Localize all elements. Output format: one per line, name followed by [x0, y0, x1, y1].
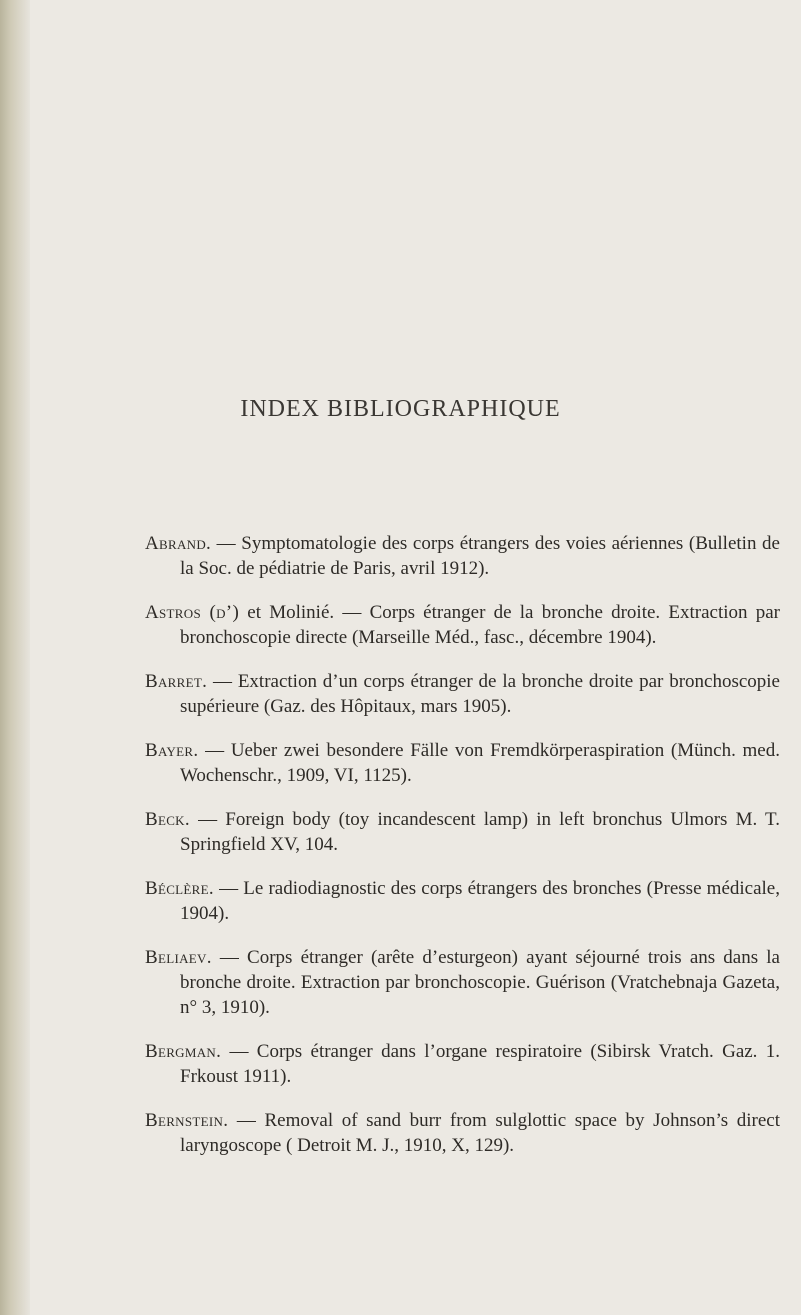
bibliography-entry — [145, 738, 780, 788]
entry-author: Bernstein. — [145, 1110, 229, 1131]
entry-author: Barret. — [145, 671, 208, 692]
entry-text: — Ueber zwei besondere Fälle von Fremdkörperaspiration (Münch. med. Wochenschr., 1909, VI, 1125). — [180, 740, 780, 786]
entry-author: Astros (d’) — [145, 602, 240, 623]
entry-author: Bergman. — [145, 1041, 222, 1062]
entry-text: — Le radiodiagnostic des corps étrangers des bronches (Presse médicale, 1904). — [180, 878, 780, 924]
page-title: INDEX BIBLIOGRAPHIQUE — [240, 396, 561, 422]
bibliography-entry — [145, 669, 780, 719]
bibliography-entry — [145, 876, 780, 926]
bibliography-entry — [145, 1039, 780, 1089]
bibliography-entry — [145, 945, 780, 1020]
bibliography-list — [145, 512, 780, 1167]
entry-text: et Molinié. — Corps étranger de la bronche droite. Extraction par bronchoscopie directe (Marseille Méd., fasc., décembre 1904). — [180, 602, 780, 648]
entry-text: — Corps étranger (arête d’esturgeon) ayant séjourné trois ans dans la bronche droite. Extraction par bronchoscopie. Guérison (Vratchebnaja Gazeta, n° 3, 1910). — [180, 947, 780, 1018]
page-binding-edge — [0, 0, 30, 1315]
bibliography-entry — [145, 600, 780, 650]
entry-author: Béclère. — [145, 878, 214, 899]
entry-author: Beck. — [145, 809, 190, 830]
entry-text: — Removal of sand burr from sulglottic space by Johnson’s direct laryngoscope ( Detroit M. J., 1910, X, 129). — [180, 1110, 780, 1156]
entry-author: Abrand. — [145, 533, 212, 554]
entry-text: — Foreign body (toy incandescent lamp) in left bronchus Ulmors M. T. Springfield XV, 104. — [180, 809, 780, 855]
entry-text: — Symptomatologie des corps étrangers des voies aériennes (Bulletin de la Soc. de pédiatrie de Paris, avril 1912). — [180, 533, 780, 579]
entry-text: — Extraction d’un corps étranger de la bronche droite par bronchoscopie supérieure (Gaz. des Hôpitaux, mars 1905). — [180, 671, 780, 717]
entry-text: — Corps étranger dans l’organe respiratoire (Sibirsk Vratch. Gaz. 1. Frkoust 1911). — [180, 1041, 780, 1087]
bibliography-entry — [145, 531, 780, 581]
entry-author: Bayer. — [145, 740, 199, 761]
entry-author: Beliaev. — [145, 947, 212, 968]
bibliography-entry — [145, 1108, 780, 1158]
bibliography-entry — [145, 807, 780, 857]
